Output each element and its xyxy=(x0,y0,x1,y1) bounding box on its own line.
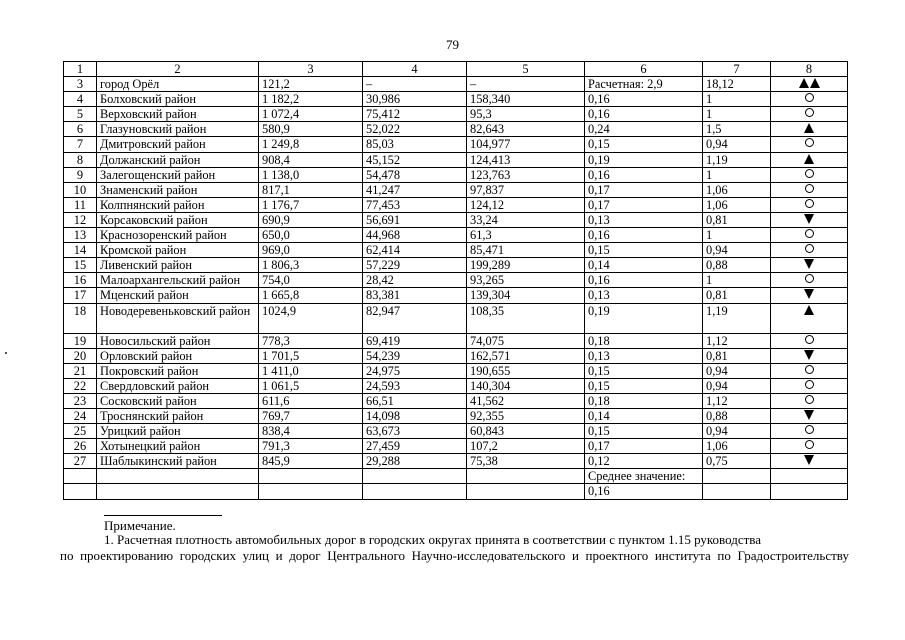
row-number: 9 xyxy=(64,167,97,182)
col6-value: 0,16 xyxy=(585,92,703,107)
page-number: 79 xyxy=(446,37,459,52)
circle-icon xyxy=(805,108,814,117)
indicator-cell xyxy=(771,182,848,197)
district-name: Кромской район xyxy=(97,243,259,258)
indicator-cell xyxy=(771,258,848,273)
col5-value: 199,289 xyxy=(467,258,585,273)
triangle-down-icon xyxy=(804,350,814,360)
col7-value: 0,94 xyxy=(703,137,771,152)
row-number: 14 xyxy=(64,243,97,258)
indicator-cell xyxy=(771,363,848,378)
average-label: Среднее значение: xyxy=(585,469,703,484)
triangle-down-icon xyxy=(804,455,814,465)
col7-value: 0,81 xyxy=(703,348,771,363)
col6-value: 0,24 xyxy=(585,122,703,137)
table-row xyxy=(64,408,848,423)
table-row xyxy=(64,92,848,107)
col3-value: 650,0 xyxy=(259,228,363,243)
col3-value: 1 061,5 xyxy=(259,378,363,393)
col7-value: 0,94 xyxy=(703,424,771,439)
table-row xyxy=(64,333,848,348)
table-row xyxy=(64,288,848,303)
col4-value: 62,414 xyxy=(363,243,467,258)
row-number: 12 xyxy=(64,212,97,227)
col3-value: 1 176,7 xyxy=(259,197,363,212)
district-table xyxy=(63,61,848,500)
col3-value: 769,7 xyxy=(259,408,363,423)
col4-value: 54,478 xyxy=(363,167,467,182)
col6-value: 0,14 xyxy=(585,258,703,273)
indicator-cell xyxy=(771,152,848,167)
col3-value: 969,0 xyxy=(259,243,363,258)
col5-value: 85,471 xyxy=(467,243,585,258)
district-name: Троснянский район xyxy=(97,408,259,423)
col5-value: 108,35 xyxy=(467,303,585,333)
col7-value: 0,88 xyxy=(703,258,771,273)
col7-value: 1 xyxy=(703,107,771,122)
summary-cell xyxy=(467,484,585,499)
table-row xyxy=(64,303,848,333)
row-number: 22 xyxy=(64,378,97,393)
summary-cell xyxy=(771,484,848,499)
triangle-up-icon xyxy=(810,78,820,88)
table-row xyxy=(64,228,848,243)
table-row xyxy=(64,152,848,167)
col5-value: 190,655 xyxy=(467,363,585,378)
col7-value: 1,19 xyxy=(703,152,771,167)
col4-value: 82,947 xyxy=(363,303,467,333)
column-header: 1 xyxy=(64,62,97,77)
circle-icon xyxy=(805,335,814,344)
table-row xyxy=(64,243,848,258)
col3-value: 1 138,0 xyxy=(259,167,363,182)
table-row xyxy=(64,212,848,227)
col4-value: 29,288 xyxy=(363,454,467,469)
col4-value: 45,152 xyxy=(363,152,467,167)
col7-value: 18,12 xyxy=(703,77,771,92)
row-number: 27 xyxy=(64,454,97,469)
col6-value: 0,15 xyxy=(585,424,703,439)
col5-value: 74,075 xyxy=(467,333,585,348)
col3-value: 580,9 xyxy=(259,122,363,137)
col6-value: 0,13 xyxy=(585,212,703,227)
col4-value: 52,022 xyxy=(363,122,467,137)
note-line-1: 1. Расчетная плотность автомобильных дорог в городских округах принята в соответствии с пунктом 1.15 руководства xyxy=(104,532,762,547)
column-header: 3 xyxy=(259,62,363,77)
district-name: Дмитровский район xyxy=(97,137,259,152)
district-name: Болховский район xyxy=(97,92,259,107)
col7-value: 1 xyxy=(703,167,771,182)
col5-value: 75,38 xyxy=(467,454,585,469)
col6-value: 0,13 xyxy=(585,348,703,363)
col6-value: 0,12 xyxy=(585,454,703,469)
indicator-cell xyxy=(771,167,848,182)
col7-value: 1 xyxy=(703,228,771,243)
district-name: Краснозоренский район xyxy=(97,228,259,243)
triangle-up-icon xyxy=(804,123,814,133)
col5-value: 104,977 xyxy=(467,137,585,152)
col7-value: 1,06 xyxy=(703,182,771,197)
table-body xyxy=(64,62,848,500)
indicator-cell xyxy=(771,137,848,152)
column-header: 5 xyxy=(467,62,585,77)
summary-cell xyxy=(363,484,467,499)
district-name: Новодеревеньковский район xyxy=(97,303,259,333)
table-row xyxy=(64,363,848,378)
district-name: Шаблыкинский район xyxy=(97,454,259,469)
table-row xyxy=(64,454,848,469)
col4-value: 54,239 xyxy=(363,348,467,363)
district-name: Хотынецкий район xyxy=(97,439,259,454)
col6-value: 0,18 xyxy=(585,333,703,348)
col5-value: 92,355 xyxy=(467,408,585,423)
col4-value: 85,03 xyxy=(363,137,467,152)
col5-value: 61,3 xyxy=(467,228,585,243)
table-row xyxy=(64,258,848,273)
indicator-cell xyxy=(771,212,848,227)
col4-value: 77,453 xyxy=(363,197,467,212)
row-number: 21 xyxy=(64,363,97,378)
col7-value: 1,12 xyxy=(703,393,771,408)
col7-value: 0,75 xyxy=(703,454,771,469)
table-header-row xyxy=(64,62,848,77)
triangle-down-icon xyxy=(804,214,814,224)
col6-value: 0,14 xyxy=(585,408,703,423)
table-row xyxy=(64,167,848,182)
col3-value: 1 072,4 xyxy=(259,107,363,122)
row-number: 24 xyxy=(64,408,97,423)
circle-icon xyxy=(805,138,814,147)
district-name: Верховский район xyxy=(97,107,259,122)
col7-value: 1 xyxy=(703,92,771,107)
row-number: 10 xyxy=(64,182,97,197)
col3-value: 754,0 xyxy=(259,273,363,288)
col6-value: 0,16 xyxy=(585,228,703,243)
col5-value: 139,304 xyxy=(467,288,585,303)
col4-value: 83,381 xyxy=(363,288,467,303)
district-name: Покровский район xyxy=(97,363,259,378)
col7-value: 0,94 xyxy=(703,378,771,393)
col5-value: 124,12 xyxy=(467,197,585,212)
indicator-cell xyxy=(771,107,848,122)
column-header: 7 xyxy=(703,62,771,77)
col6-value: 0,15 xyxy=(585,363,703,378)
table-row xyxy=(64,107,848,122)
col3-value: 845,9 xyxy=(259,454,363,469)
col4-value: 28,42 xyxy=(363,273,467,288)
table-row xyxy=(64,197,848,212)
circle-icon xyxy=(805,169,814,178)
indicator-cell xyxy=(771,92,848,107)
col5-value: 162,571 xyxy=(467,348,585,363)
circle-icon xyxy=(805,395,814,404)
col4-value: 63,673 xyxy=(363,424,467,439)
summary-cell xyxy=(97,469,259,484)
district-name: Урицкий район xyxy=(97,424,259,439)
triangle-up-icon xyxy=(799,78,809,88)
indicator-cell xyxy=(771,333,848,348)
col3-value: 838,4 xyxy=(259,424,363,439)
indicator-cell xyxy=(771,393,848,408)
col4-value: 44,968 xyxy=(363,228,467,243)
col3-value: 1 182,2 xyxy=(259,92,363,107)
summary-cell xyxy=(64,484,97,499)
table-row xyxy=(64,182,848,197)
col6-value: 0,16 xyxy=(585,107,703,122)
column-header: 6 xyxy=(585,62,703,77)
table-row xyxy=(64,424,848,439)
row-number: 13 xyxy=(64,228,97,243)
district-name: Орловский район xyxy=(97,348,259,363)
circle-icon xyxy=(805,244,814,253)
col6-value: 0,17 xyxy=(585,439,703,454)
col4-value: – xyxy=(363,77,467,92)
indicator-cell xyxy=(771,77,848,92)
col6-value: 0,15 xyxy=(585,137,703,152)
circle-icon xyxy=(805,229,814,238)
note-line-2: по проектированию городских улиц и дорог Центрального Научно-исследовательского и проектного института по Градостроительству xyxy=(60,548,849,563)
district-name: Должанский район xyxy=(97,152,259,167)
triangle-down-icon xyxy=(804,289,814,299)
row-number: 25 xyxy=(64,424,97,439)
district-name: Новосильский район xyxy=(97,333,259,348)
indicator-cell xyxy=(771,348,848,363)
column-header: 8 xyxy=(771,62,848,77)
col5-value: 123,763 xyxy=(467,167,585,182)
col5-value: 82,643 xyxy=(467,122,585,137)
col6-value: 0,17 xyxy=(585,182,703,197)
summary-cell xyxy=(97,484,259,499)
triangle-up-icon xyxy=(804,305,814,315)
col5-value: 60,843 xyxy=(467,424,585,439)
district-name: Залегощенский район xyxy=(97,167,259,182)
row-number: 3 xyxy=(64,77,97,92)
col4-value: 57,229 xyxy=(363,258,467,273)
district-name: Сосковский район xyxy=(97,393,259,408)
triangle-down-icon xyxy=(804,410,814,420)
row-number: 16 xyxy=(64,273,97,288)
col5-value: 93,265 xyxy=(467,273,585,288)
col3-value: 611,6 xyxy=(259,393,363,408)
indicator-cell xyxy=(771,378,848,393)
col4-value: 69,419 xyxy=(363,333,467,348)
row-number: 26 xyxy=(64,439,97,454)
table-row xyxy=(64,122,848,137)
row-number: 17 xyxy=(64,288,97,303)
col3-value: 908,4 xyxy=(259,152,363,167)
row-number: 11 xyxy=(64,197,97,212)
col5-value: 41,562 xyxy=(467,393,585,408)
circle-icon xyxy=(805,440,814,449)
district-name: Знаменский район xyxy=(97,182,259,197)
col6-value: 0,13 xyxy=(585,288,703,303)
col4-value: 30,986 xyxy=(363,92,467,107)
table-row xyxy=(64,137,848,152)
triangle-up-icon xyxy=(804,154,814,164)
circle-icon xyxy=(805,199,814,208)
row-number: 19 xyxy=(64,333,97,348)
col7-value: 1 xyxy=(703,273,771,288)
col5-value: 107,2 xyxy=(467,439,585,454)
row-number: 4 xyxy=(64,92,97,107)
circle-icon xyxy=(805,365,814,374)
table-row xyxy=(64,77,848,92)
circle-icon xyxy=(805,425,814,434)
col3-value: 817,1 xyxy=(259,182,363,197)
col3-value: 1 249,8 xyxy=(259,137,363,152)
summary-row xyxy=(64,469,848,484)
indicator-cell xyxy=(771,243,848,258)
col4-value: 27,459 xyxy=(363,439,467,454)
row-number: 20 xyxy=(64,348,97,363)
indicator-cell xyxy=(771,454,848,469)
column-header: 4 xyxy=(363,62,467,77)
col7-value: 0,94 xyxy=(703,243,771,258)
note-title: Примечание. xyxy=(104,518,176,533)
summary-cell xyxy=(467,469,585,484)
col5-value: 140,304 xyxy=(467,378,585,393)
col4-value: 24,975 xyxy=(363,363,467,378)
table-row xyxy=(64,393,848,408)
triangle-down-icon xyxy=(804,259,814,269)
col3-value: 778,3 xyxy=(259,333,363,348)
scan-speck xyxy=(5,352,7,354)
col3-value: 1024,9 xyxy=(259,303,363,333)
indicator-cell xyxy=(771,439,848,454)
col7-value: 1,5 xyxy=(703,122,771,137)
col4-value: 75,412 xyxy=(363,107,467,122)
col7-value: 0,81 xyxy=(703,288,771,303)
col5-value: 95,3 xyxy=(467,107,585,122)
table-row xyxy=(64,378,848,393)
summary-cell xyxy=(363,469,467,484)
district-name: Свердловский район xyxy=(97,378,259,393)
district-name: Глазуновский район xyxy=(97,122,259,137)
indicator-cell xyxy=(771,197,848,212)
col3-value: 690,9 xyxy=(259,212,363,227)
indicator-cell xyxy=(771,273,848,288)
col7-value: 0,81 xyxy=(703,212,771,227)
col3-value: 1 806,3 xyxy=(259,258,363,273)
col5-value: 124,413 xyxy=(467,152,585,167)
circle-icon xyxy=(805,93,814,102)
row-number: 6 xyxy=(64,122,97,137)
circle-icon xyxy=(805,184,814,193)
col3-value: 1 411,0 xyxy=(259,363,363,378)
indicator-cell xyxy=(771,424,848,439)
summary-cell xyxy=(771,469,848,484)
district-name: Колпнянский район xyxy=(97,197,259,212)
table-row xyxy=(64,273,848,288)
col5-value: 158,340 xyxy=(467,92,585,107)
col4-value: 14,098 xyxy=(363,408,467,423)
col5-value: – xyxy=(467,77,585,92)
col3-value: 1 701,5 xyxy=(259,348,363,363)
col3-value: 791,3 xyxy=(259,439,363,454)
col4-value: 66,51 xyxy=(363,393,467,408)
district-name: Мценский район xyxy=(97,288,259,303)
col7-value: 1,06 xyxy=(703,197,771,212)
summary-cell xyxy=(259,469,363,484)
table-row xyxy=(64,439,848,454)
summary-cell xyxy=(259,484,363,499)
row-number: 23 xyxy=(64,393,97,408)
row-number: 18 xyxy=(64,303,97,333)
col6-value: 0,15 xyxy=(585,378,703,393)
col6-value: 0,16 xyxy=(585,273,703,288)
col6-value: 0,18 xyxy=(585,393,703,408)
col6-value: 0,17 xyxy=(585,197,703,212)
col4-value: 56,691 xyxy=(363,212,467,227)
summary-cell xyxy=(703,484,771,499)
col5-value: 97,837 xyxy=(467,182,585,197)
footnote-divider xyxy=(104,515,222,516)
col6-value: 0,19 xyxy=(585,303,703,333)
indicator-cell xyxy=(771,288,848,303)
col6-value: 0,19 xyxy=(585,152,703,167)
row-number: 15 xyxy=(64,258,97,273)
district-name: Малоархангельский район xyxy=(97,273,259,288)
indicator-cell xyxy=(771,303,848,333)
column-header: 2 xyxy=(97,62,259,77)
row-number: 5 xyxy=(64,107,97,122)
summary-value-row xyxy=(64,484,848,499)
col4-value: 24,593 xyxy=(363,378,467,393)
row-number: 7 xyxy=(64,137,97,152)
col7-value: 1,19 xyxy=(703,303,771,333)
district-name: Корсаковский район xyxy=(97,212,259,227)
col6-value: 0,15 xyxy=(585,243,703,258)
table-row xyxy=(64,348,848,363)
row-number: 8 xyxy=(64,152,97,167)
district-name: город Орёл xyxy=(97,77,259,92)
average-value: 0,16 xyxy=(585,484,703,499)
col7-value: 1,06 xyxy=(703,439,771,454)
col6-value: Расчетная: 2,9 xyxy=(585,77,703,92)
district-name: Ливенский район xyxy=(97,258,259,273)
col3-value: 1 665,8 xyxy=(259,288,363,303)
indicator-cell xyxy=(771,228,848,243)
col7-value: 1,12 xyxy=(703,333,771,348)
col6-value: 0,16 xyxy=(585,167,703,182)
summary-cell xyxy=(64,469,97,484)
col7-value: 0,94 xyxy=(703,363,771,378)
indicator-cell xyxy=(771,408,848,423)
col5-value: 33,24 xyxy=(467,212,585,227)
circle-icon xyxy=(805,380,814,389)
col7-value: 0,88 xyxy=(703,408,771,423)
col4-value: 41,247 xyxy=(363,182,467,197)
circle-icon xyxy=(805,274,814,283)
col3-value: 121,2 xyxy=(259,77,363,92)
indicator-cell xyxy=(771,122,848,137)
summary-cell xyxy=(703,469,771,484)
